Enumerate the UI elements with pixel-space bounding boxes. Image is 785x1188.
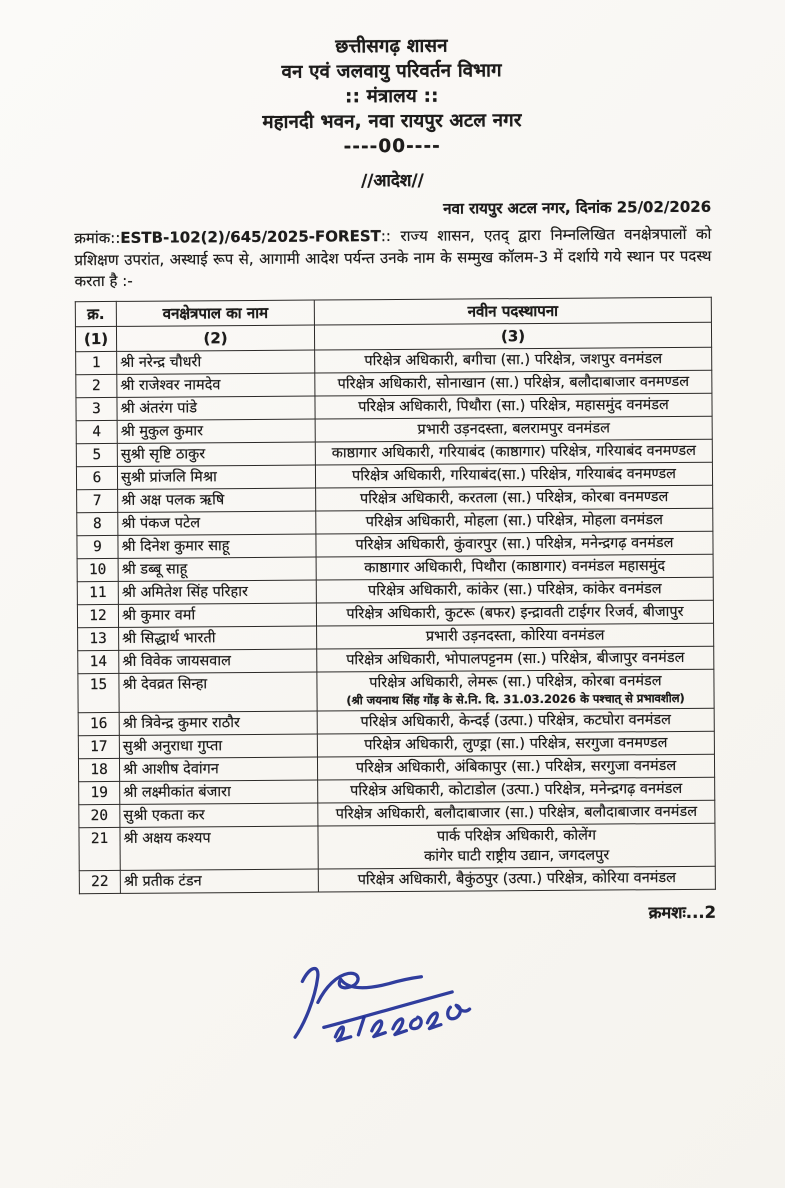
- name-cell: सुश्री अनुराधा गुप्ता: [119, 734, 317, 758]
- col-name-number: (2): [116, 325, 314, 351]
- posting-text: परिक्षेत्र अधिकारी, बैकुंठपुर (उत्पा.) परिक्षेत्र, कोरिया वनमंडल: [357, 870, 677, 889]
- name-cell: सुश्री प्रांजलि मिश्रा: [117, 465, 315, 489]
- ministry-line: :: मंत्रालय ::: [344, 85, 439, 108]
- posting-cell: [316, 508, 713, 534]
- serial-cell: 18: [78, 758, 119, 781]
- serial-cell: 4: [76, 420, 117, 443]
- posting-text: काष्ठागार अधिकारी, पिथौरा (काष्ठागार) वनमंडल महासमुंद: [364, 557, 666, 576]
- name-cell: श्री विवेक जायसवाल: [119, 649, 317, 673]
- posting-cell: [316, 554, 713, 580]
- order-number-paragraph: [74, 224, 711, 293]
- table-row: [79, 866, 715, 893]
- order-number-prefix: क्रमांक::: [74, 228, 121, 248]
- posting-text: परिक्षेत्र अधिकारी, करतला (सा.) परिक्षेत्र, कोरबा वनमण्डल: [359, 488, 669, 507]
- col-name-header: वनक्षेत्रपाल का नाम: [116, 300, 314, 326]
- order-number: ESTB-102(2)/645/2025-FOREST: [120, 227, 381, 247]
- serial-cell: 9: [77, 535, 118, 558]
- order-heading: //आदेश//: [360, 170, 424, 192]
- posting-text: परिक्षेत्र अधिकारी, कांकेर (सा.) परिक्षेत्र, कांकेर वनमंडल: [367, 580, 662, 599]
- name-cell: श्री कुमार वर्मा: [118, 603, 316, 627]
- posting-cell: [315, 393, 712, 419]
- serial-cell: 22: [79, 870, 120, 893]
- name-cell: श्री दिनेश कुमार साहू: [118, 534, 316, 558]
- col-serial-number: (1): [75, 326, 116, 351]
- posting-cell: [316, 531, 713, 557]
- postings-table-body: [76, 347, 716, 894]
- col-posting-header: नवीन पदस्थापना: [314, 297, 711, 325]
- posting-cell: [316, 600, 713, 626]
- serial-cell: 11: [77, 581, 118, 604]
- name-cell: श्री नरेन्द्र चौधरी: [117, 350, 315, 374]
- posting-text: परिक्षेत्र अधिकारी, अंबिकापुर (सा.) परिक्षेत्र, सरगुजा वनमंडल: [355, 758, 677, 777]
- serial-cell: 17: [78, 735, 119, 758]
- serial-cell: 19: [79, 781, 120, 804]
- name-cell: श्री अक्षय कश्यप: [120, 826, 318, 870]
- posting-cell: [316, 577, 713, 603]
- posting-text: परिक्षेत्र अधिकारी, बगीचा (सा.) परिक्षेत्र, जशपुर वनमंडल: [364, 350, 663, 369]
- name-cell: श्री अक्ष पलक ऋषि: [118, 488, 316, 512]
- letterhead: [73, 32, 711, 194]
- serial-cell: 21: [79, 827, 120, 870]
- posting-cell: [317, 623, 714, 649]
- table-row: [79, 823, 715, 870]
- name-cell: श्री सिद्धार्थ भारती: [119, 626, 317, 650]
- table-row: [78, 669, 714, 713]
- serial-cell: 15: [78, 673, 119, 713]
- posting-cell: [315, 439, 712, 465]
- posting-cell: [317, 646, 714, 672]
- name-cell: श्री अमितेश सिंह परिहार: [118, 580, 316, 604]
- name-cell: श्री डब्बू साहू: [118, 557, 316, 581]
- name-cell: श्री लक्ष्मीकांत बंजारा: [120, 780, 318, 804]
- serial-cell: 7: [77, 489, 118, 512]
- posting-cell: [317, 708, 714, 734]
- name-cell: श्री राजेश्वर नामदेव: [117, 373, 315, 397]
- posting-text: परिक्षेत्र अधिकारी, भोपालपट्टनम (सा.) परिक्षेत्र, बीजापुर वनमंडल: [346, 649, 685, 668]
- posting-cell: [318, 800, 715, 826]
- posting-cell: [316, 485, 713, 511]
- serial-cell: 3: [76, 397, 117, 420]
- posting-text: परिक्षेत्र अधिकारी, कुंवारपुर (सा.) परिक्षेत्र, मनेन्द्रगढ़ वनमंडल: [355, 534, 674, 553]
- posting-text: परिक्षेत्र अधिकारी, लुण्ड्रा (सा.) परिक्षेत्र, सरगुजा वनमण्डल: [364, 735, 668, 754]
- posting-text-line2: कांगेर घाटी राष्ट्रीय उद्यान, जगदलपुर: [423, 847, 610, 865]
- department-name: वन एवं जलवायु परिवर्तन विभाग: [281, 60, 502, 83]
- posting-text: परिक्षेत्र अधिकारी, मोहला (सा.) परिक्षेत्र, मोहला वनमंडल: [365, 511, 663, 530]
- serial-cell: 14: [78, 650, 119, 673]
- posting-cell: [317, 754, 714, 780]
- posting-cell: [317, 731, 714, 757]
- posting-text: परिक्षेत्र अधिकारी, गरियाबंद(सा.) परिक्षेत्र, गरियाबंद वनमण्डल: [351, 465, 677, 484]
- serial-cell: 6: [76, 466, 117, 489]
- serial-cell: 10: [77, 558, 118, 581]
- posting-text: परिक्षेत्र अधिकारी, लेमरू (सा.) परिक्षेत्र, कोरबा वनमंडल: [369, 672, 662, 691]
- name-cell: श्री प्रतीक टंडन: [120, 869, 318, 893]
- name-cell: सुश्री सृष्टि ठाकुर: [117, 442, 315, 466]
- posting-cell: [315, 370, 712, 396]
- posting-text: प्रभारी उड़नदस्ता, कोरिया वनमंडल: [425, 627, 605, 645]
- posting-cell: [317, 669, 714, 711]
- order-body-text: :: राज्य शासन, एतद् द्वारा निम्नलिखित वनक्षेत्रपालों को प्रशिक्षण उपरांत, अस्थाई रूप से, आगामी आदेश पर्यन्त उनके नाम के सम्मुख कॉलम-3 में दर्शाये गये स्थान पर पदस्थ करता है :-: [74, 224, 712, 291]
- posting-cell: [318, 777, 715, 803]
- signature-ink-scribble: [279, 951, 485, 1048]
- posting-cell: [318, 823, 715, 869]
- serial-cell: 16: [78, 712, 119, 735]
- posting-text: काष्ठागार अधिकारी, गरियाबंद (काष्ठागार) परिक्षेत्र, गरियाबंद वनमण्डल: [331, 442, 696, 461]
- col-posting-number: (3): [314, 322, 711, 350]
- serial-cell: 1: [76, 351, 117, 374]
- posting-text: परिक्षेत्र अधिकारी, कुटरू (बफर) इन्द्रावती टाईगर रिजर्व, बीजापुर: [346, 603, 684, 622]
- serial-cell: 12: [77, 604, 118, 627]
- name-cell: सुश्री एकता कर: [120, 803, 318, 827]
- serial-cell: 8: [77, 512, 118, 535]
- name-cell: श्री आशीष देवांगन: [119, 757, 317, 781]
- separator-line: ----00----: [343, 135, 441, 158]
- posting-cell: [318, 866, 715, 892]
- posting-text: परिक्षेत्र अधिकारी, कोटाडोल (उत्पा.) परिक्षेत्र, मनेन्द्रगढ़ वनमंडल: [350, 780, 683, 800]
- name-cell: श्री पंकज पटेल: [118, 511, 316, 535]
- government-name: छत्तीसगढ़ शासन: [335, 35, 448, 58]
- posting-text: परिक्षेत्र अधिकारी, पिथौरा (सा.) परिक्षेत्र, महासमुंद वनमंडल: [358, 396, 669, 415]
- postings-table: [75, 296, 716, 894]
- posting-cell: [315, 347, 712, 373]
- posting-cell: [315, 462, 712, 488]
- place-date-line: नवा रायपुर अटल नगर, दिनांक 25/02/2026: [443, 197, 712, 218]
- posting-cell: [315, 416, 712, 442]
- serial-cell: 5: [76, 443, 117, 466]
- name-cell: श्री देवव्रत सिन्हा: [119, 672, 317, 713]
- continuation-marker: क्रमशः...2: [648, 902, 717, 923]
- posting-text: परिक्षेत्र अधिकारी, सोनाखान (सा.) परिक्षेत्र, बलौदाबाजार वनमण्डल: [337, 373, 690, 392]
- address-line: महानदी भवन, नवा रायपुर अटल नगर: [262, 110, 522, 133]
- posting-text: प्रभारी उड़नदस्ता, बलरामपुर वनमंडल: [417, 419, 610, 438]
- name-cell: श्री मुकुल कुमार: [117, 419, 315, 443]
- posting-text: परिक्षेत्र अधिकारी, बलौदाबाजार (सा.) परिक्षेत्र, बलौदाबाजार वनमंडल: [335, 803, 698, 823]
- col-serial-header: क्र.: [75, 301, 116, 326]
- serial-cell: 13: [78, 627, 119, 650]
- serial-cell: 2: [76, 374, 117, 397]
- posting-text: परिक्षेत्र अधिकारी, केन्दई (उत्पा.) परिक्षेत्र, कटघोरा वनमंडल: [360, 712, 671, 731]
- serial-cell: 20: [79, 804, 120, 827]
- name-cell: श्री अंतरंग पांडे: [117, 396, 315, 420]
- posting-text: पार्क परिक्षेत्र अधिकारी, कोलेंग: [436, 827, 597, 845]
- posting-note: (श्री जयनाथ सिंह गोंड़ के से.नि. दि. 31.03.2026 के पश्चात् से प्रभावशील): [346, 690, 685, 707]
- name-cell: श्री त्रिवेन्द्र कुमार राठौर: [119, 711, 317, 735]
